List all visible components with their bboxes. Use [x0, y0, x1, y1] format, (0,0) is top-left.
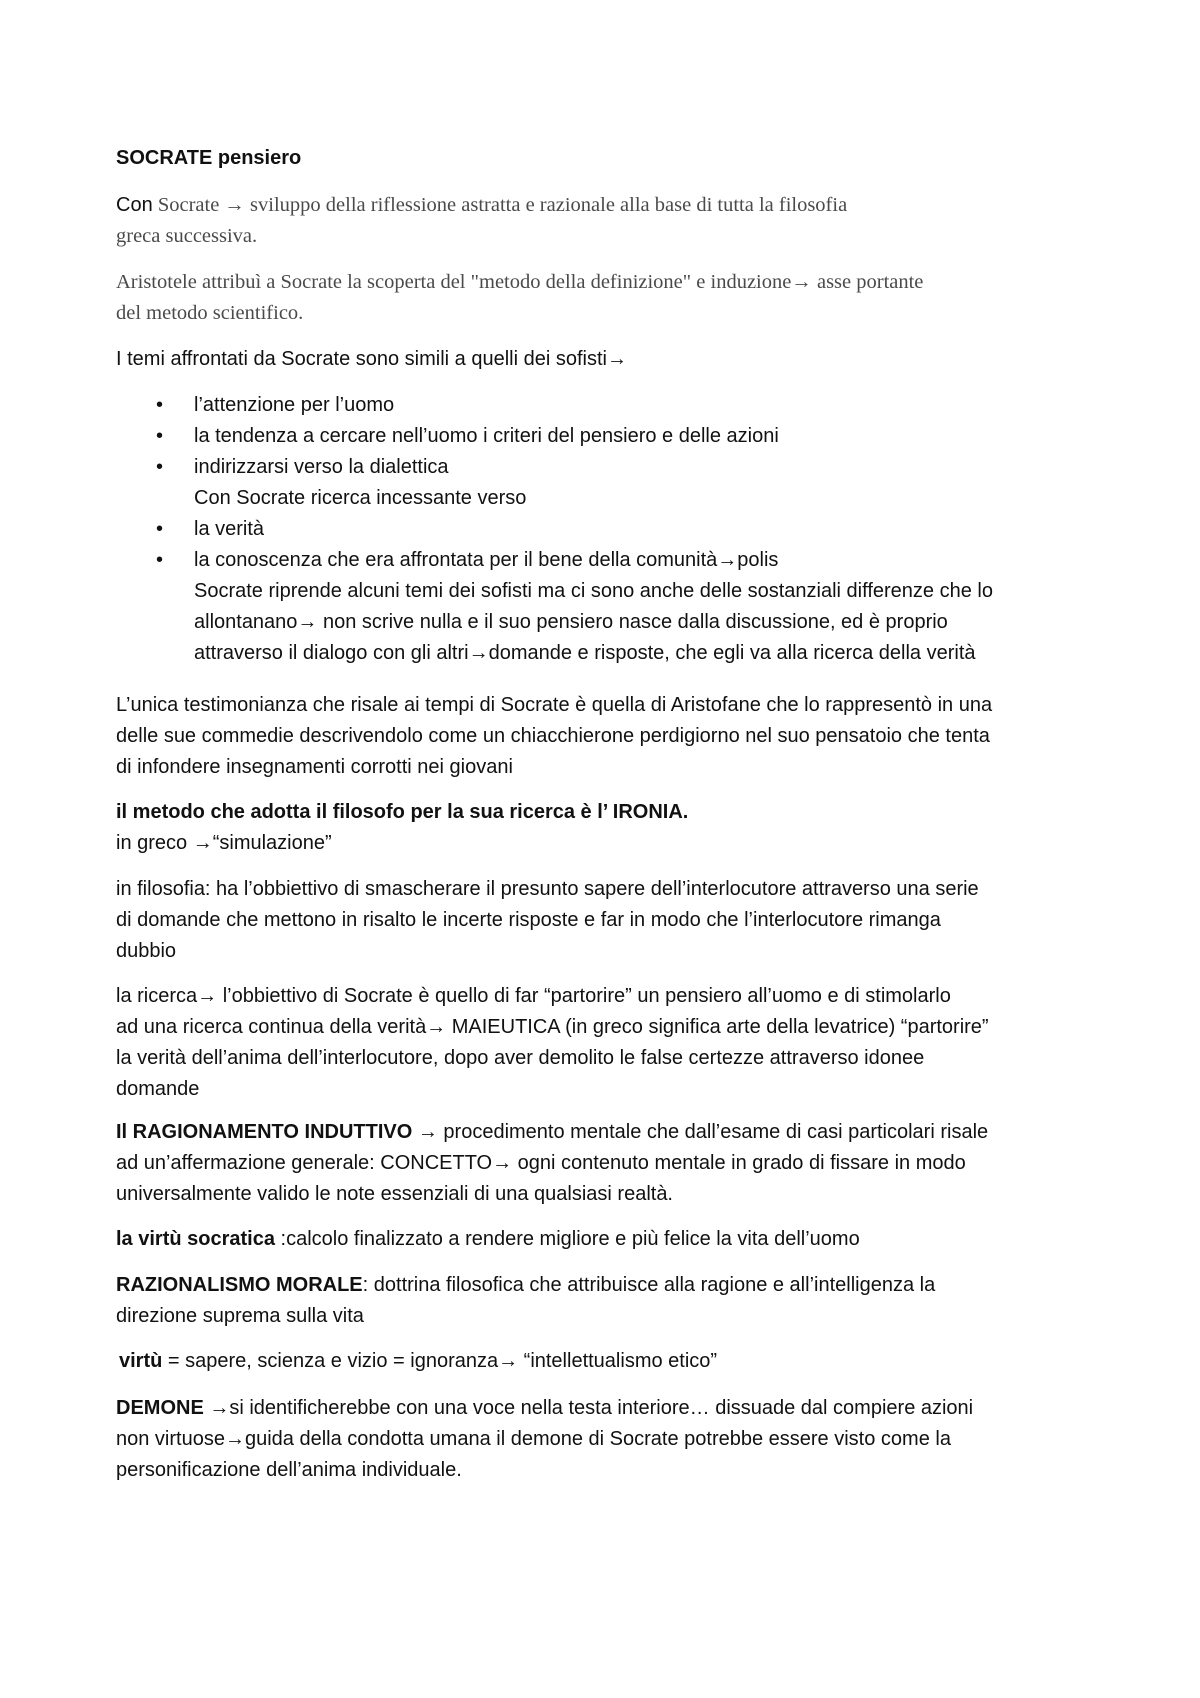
paragraph-ragionamento: Il RAGIONAMENTO INDUTTIVO → procedimento mentale che dall’esame di casi particolari risale ad un’affermazione generale: CONCETTO→ ogni contenuto mentale in grado di fissare in modo universalmente valido le note essenziali di una qualsiasi realtà. [116, 1121, 989, 1205]
virtu-term: virtù [119, 1350, 163, 1372]
paragraph-razionalismo: RAZIONALISMO MORALE: dottrina filosofica che attribuisce alla ragione e all’intelligenza la direzione suprema sulla vita [116, 1274, 936, 1327]
paragraph-virtu-sapere: virtù = sapere, scienza e vizio = ignoranza→ “intellettualismo etico” [119, 1350, 718, 1372]
paragraph-socrate-intro [116, 190, 1116, 252]
bullet-icon: • [156, 518, 164, 540]
list-item: • la tendenza a cercare nell’uomo i criteri del pensiero e delle azioni [116, 421, 1116, 452]
paragraph-demone: DEMONE →si identificherebbe con una voce nella testa interiore… dissuade dal compiere azioni non virtuose→guida della condotta umana il demone di Socrate potrebbe essere visto come la personificazione dell’anima individuale. [116, 1397, 974, 1481]
paragraph-ironia: il metodo che adotta il filosofo per la sua ricerca è l’ IRONIA. in greco →“simulazione” [116, 801, 689, 854]
bullet-icon: • [156, 425, 164, 447]
list-continuation: Con Socrate ricerca incessante verso [194, 487, 527, 509]
intro-line-1: Socrate → sviluppo della riflessione astratta e razionale alla base di tutta la filosofia [152, 194, 848, 216]
intro-line-2: greca successiva. [116, 225, 258, 247]
list-continuation: attraverso il dialogo con gli altri→domande e risposte, che egli va alla ricerca della verità [194, 642, 976, 664]
paragraph-temi: I temi affrontati da Socrate sono simili a quelli dei sofisti→ [116, 348, 627, 370]
paragraph-virtu-socratica: la virtù socratica :calcolo finalizzato a rendere migliore e più felice la vita dell’uomo [116, 1228, 860, 1250]
aristotele-line-1: Aristotele attribuì a Socrate la scoperta del "metodo della definizione" e induzione→ asse portante [116, 271, 924, 293]
list-item: • la conoscenza che era affrontata per il bene della comunità→polis [116, 545, 1116, 576]
paragraph-aristotele [116, 267, 1116, 329]
bullet-icon: • [156, 456, 164, 478]
bullet-icon: • [156, 549, 164, 571]
paragraph-aristofane: L’unica testimonianza che risale ai tempi di Socrate è quella di Aristofane che lo rappresentò in una delle sue commedie descrivendolo come un chiacchierone perdigiorno nel suo pensatoio che tenta di infondere insegnamenti corrotti nei giovani [116, 694, 993, 778]
list-item: • l’attenzione per l’uomo [116, 390, 1116, 421]
paragraph-maieutica: la ricerca→ l’obbiettivo di Socrate è quello di far “partorire” un pensiero all’uomo e di stimolarlo ad una ricerca continua della verità→ MAIEUTICA (in greco significa arte della levatrice) “partorire” la verità dell’anima dell’interlocutore, dopo aver demolito le false certezze attraverso idonee domande [116, 985, 989, 1100]
bullet-icon: • [156, 394, 164, 416]
list-item: • indirizzarsi verso la dialettica [116, 452, 1116, 483]
ironia-heading: il metodo che adotta il filosofo per la sua ricerca è l’ IRONIA. [116, 801, 689, 823]
razionalismo-term: RAZIONALISMO MORALE [116, 1274, 363, 1296]
list-item: • la verità [116, 514, 1116, 545]
themes-list [116, 390, 1116, 669]
aristotele-line-2: del metodo scientifico. [116, 302, 304, 324]
ragionamento-term: Il RAGIONAMENTO INDUTTIVO [116, 1121, 413, 1143]
list-continuation: Socrate riprende alcuni temi dei sofisti ma ci sono anche delle sostanziali differenze che lo [194, 580, 993, 602]
list-continuation: allontanano→ non scrive nulla e il suo pensiero nasce dalla discussione, ed è proprio [194, 611, 948, 633]
virtu-socratica-term: la virtù socratica [116, 1228, 275, 1250]
intro-lead: Con [116, 194, 153, 216]
document-title: SOCRATE pensiero [116, 147, 302, 169]
paragraph-filosofia: in filosofia: ha l’obbiettivo di smascherare il presunto sapere dell’interlocutore attraverso una serie di domande che mettono in risalto le incerte risposte e far in modo che l’interlocutore rimanga dubbio [116, 878, 979, 962]
demone-term: DEMONE [116, 1397, 204, 1419]
